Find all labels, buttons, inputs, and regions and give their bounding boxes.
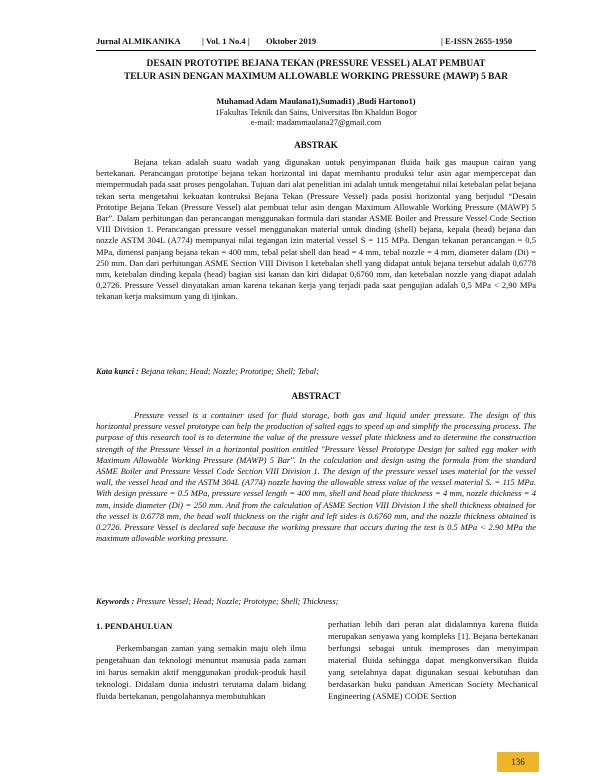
keywords xyxy=(96,596,536,607)
kata-kunci-value: Bejana tekan; Head; Nozzle; Prototipe; Shell; Tebal; xyxy=(140,367,319,376)
abstract-heading: ABSTRACT xyxy=(291,391,341,401)
section-heading-pendahuluan: 1. PENDAHULUAN xyxy=(96,621,173,631)
kata-kunci-label: Kata kunci : xyxy=(96,367,139,376)
abstract-body xyxy=(96,410,536,544)
abstrak-body xyxy=(96,157,536,303)
abstract-text: Pressure vessel is a container used for fluid storage, both gas and liquid under pressure. The design of this horizontal pressure vessel prototype can help the production of salted eggs to speed up and simplify the processing process. The purpose of this research tool is to determine the value of the pressure vessel plate thickness and to determine the construction strength of the Pressure Vessel in a horizontal position entitled "Pressure Vessel Prototype Design for salted egg maker with Maximum Allowable Working Pressure (MAWP) 5 Bar". In the calculation and design using the formula from the standard ASME Boiler and Pressure Vessel Code Section VIII Division 1. The design of the pressure vessel uses material for the vessel wall, the vessel head and the ASTM 304L (A774) nozzle having the allowable stress value of the vessel material S. = 115 MPa. With design pressure = 0.5 MPa, pressure vessel length = 400 mm, shell and head plate thickness = 4 mm, nozzle thickness = 4 mm, inside diameter (Di) = 250 mm. And from the calculation of ASME Section VIII Division I the shell thickness obtained for the vessel is 0.6778 mm, the head wall thickness on the right and left sides is 0.6760 mm, and the nozzle thickness obtained is 0.2726. Pressure Vessel is declared safe because the working pressure that occurs during the test is 0.5 MPa < 2.90 MPa the maximum allowable working pressure. xyxy=(96,410,536,544)
author-names: Muhamad Adam Maulana1),Sumadi1) ,Budi Hartono1) xyxy=(216,97,416,106)
journal-header xyxy=(96,36,536,50)
author-affiliation: 1Fakultas Teknik dan Sains, Universitas Ibn Khaldun Bogor xyxy=(215,107,417,117)
abstrak-text: Bejana tekan adalah suatu wadah yang digunakan untuk penyimpanan fluida baik gas maupun cairan yang bertekanan. Perancangan prototipe bejana tekan horizontal ini dapat membantu produksi telur asin agar mempercepat dan mempermudah pada saat proses pengolahan. Tujuan dari alat penelitian ini adalah untuk mengetahui nilai ketebalan pelat bejana tekan serta mengetahui kekuatan kontruksi Bejana Tekan (Pressure Vessel) pada posisi horizontal yang berjudul “Desain Prototipe Bejana Tekan (Pressure Vessel) alat pembuat telur asin dengan Maximum Allowable Working Pressure (MAWP) 5 Bar”. Dalam perhitungan dan perancangan menggunakan formula dari standar ASME Boiler and Pressure Vessel Code Section VIII Division 1. Perancangan pressure vessel menggunakan material untuk dinding (shell) bejana, kepala (head) bejana dan nozzle ASTM 304L (A774) mempunyai nilai tegangan izin material vessel S = 115 MPa. Dengan tekanan perancangan = 0,5 MPa, dimensi panjang bejana tekan = 400 mm, tebal pelat shell dan head = 4 mm, tebal nozzle = 4 mm, diameter dalam (Di) = 250 mm. Dan dari perhitungan ASME Section VIII Divison I ketebalan shell yang didapat untuk bejana tersebut adalah 0,6778 mm, ketebalan dinding kepala (head) bagian sisi kanan dan kiri didapat 0,6760 mm, dan ketebalan nozzle yang diapat adalah 0,2726. Pressure Vessel dinyatakan aman karena tekanan kerja yang terjadi pada saat pengujian adalah 0,5 MPa < 2,90 MPa tekanan kerja maksimum yang di ijinkan. xyxy=(96,157,536,302)
issn-text: E-ISSN 2655-1950 xyxy=(445,36,513,46)
left-column xyxy=(96,620,306,702)
author-block xyxy=(96,97,536,129)
title-line-1: DESAIN PROTOTIPE BEJANA TEKAN (PRESSURE VESSEL) ALAT PEMBUAT xyxy=(146,59,486,69)
volume-text: Vol. 1 No.4 xyxy=(205,36,246,46)
keywords-label: Keywords : xyxy=(96,597,135,606)
title-line-2: TELUR ASIN DENGAN MAXIMUM ALLOWABLE WORKING PRESSURE (MAWP) 5 BAR xyxy=(124,72,508,82)
intro-paragraph-right: perhatian lebih dari peran alat didalamnya karena fluida merupakan senyawa yang kompleks [1]. Bejana bertekanan berfungsi sebagai untuk memproses dan menyimpan material fluida sehingga dapat mengkonversikan fluida yang setelahnya dapat digunakan sesuai kebutuhan dan berdasarkan buku panduan American Society Mechanical Engineering (ASME) CODE Section xyxy=(328,619,538,701)
journal-name: Jurnal ALMIKANIKA xyxy=(96,36,181,46)
page-number-box xyxy=(497,752,539,772)
keywords-value: Pressure Vessel; Head; Nozzle; Prototype; Shell; Thickness; xyxy=(136,597,339,606)
right-column xyxy=(328,618,538,702)
intro-paragraph-left: Perkembangan zaman yang semakin maju oleh ilmu pengetahuan dan teknologi menuntut manusia pada zaman ini harus semakin aktif menggunakan produk-produk hasil teknologi. Didalam dunia industri terutama dalam bidang fluida bertekanan, pengolahannya membutuhkan xyxy=(96,643,306,701)
journal-issn: | E-ISSN 2655-1950 xyxy=(441,36,513,46)
journal-volume: | Vol. 1 No.4 | xyxy=(202,36,250,46)
journal-date: Oktober 2019 xyxy=(266,36,317,46)
header-rule xyxy=(96,50,536,51)
abstrak-heading: ABSTRAK xyxy=(294,140,338,150)
page-number: 136 xyxy=(511,757,525,767)
paper-title xyxy=(96,58,536,84)
kata-kunci xyxy=(96,366,536,377)
author-email: e-mail: madammaulana27@gmail.com xyxy=(250,118,382,127)
